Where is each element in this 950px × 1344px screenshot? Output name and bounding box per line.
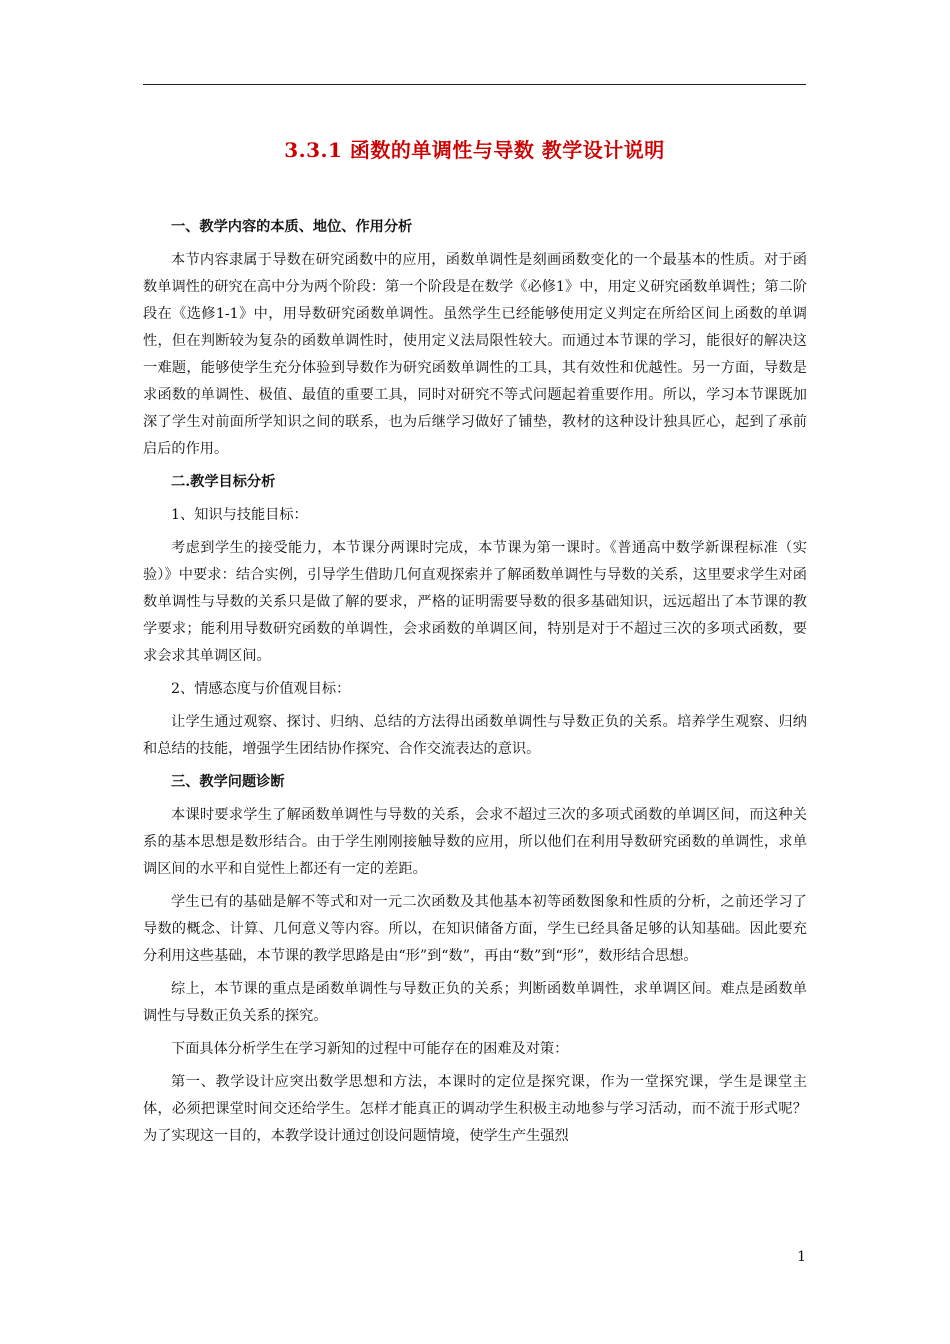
header-rule [143, 84, 806, 85]
subheading-knowledge-skills: 1、知识与技能目标： [171, 507, 308, 523]
paragraph: 学生已有的基础是解不等式和对一元二次函数及其他基本初等函数图象和性质的分析，之前还学习了导数的概念、计算、几何意义等内容。所以，在知识储备方面，学生已经具备足够的认知基础。因此要充分利用这些基础，本节课的教学思路是由“形”到“数”，再由“数”到“形”，数形结合思想。 [143, 894, 807, 964]
paragraph: 本课时要求学生了解函数单调性与导数的关系，会求不超过三次的多项式函数的单调区间，而这种关系的基本思想是数形结合。由于学生刚刚接触导数的应用，所以他们在利用导数研究函数的单调性，求单调区间的水平和自觉性上都还有一定的差距。 [143, 807, 807, 877]
document-body [143, 214, 807, 1156]
page-number: 1 [797, 1249, 806, 1265]
paragraph: 让学生通过观察、探讨、归纳、总结的方法得出函数单调性与导数正负的关系。培养学生观察、归纳和总结的技能，增强学生团结协作探究、合作交流表达的意识。 [143, 714, 807, 757]
section-heading-2: 二.教学目标分析 [171, 474, 276, 490]
paragraph: 第一、教学设计应突出数学思想和方法，本课时的定位是探究课，作为一堂探究课，学生是课堂主体，必须把课堂时间交还给学生。怎样才能真正的调动学生积极主动地参与学习活动，而不流于形式呢？为了实现这一目的，本教学设计通过创设问题情境，使学生产生强烈 [143, 1074, 807, 1144]
paragraph: 综上，本节课的重点是函数单调性与导数正负的关系；判断函数单调性，求单调区间。难点是函数单调性与导数正负关系的探究。 [143, 981, 807, 1024]
subheading-emotion-values: 2、情感态度与价值观目标： [171, 681, 351, 697]
section-heading-3: 三、教学问题诊断 [171, 774, 285, 790]
section-heading-1: 一、教学内容的本质、地位、作用分析 [171, 219, 413, 235]
paragraph: 下面具体分析学生在学习新知的过程中可能存在的困难及对策： [171, 1041, 569, 1057]
document-title: 3.3.1 函数的单调性与导数 教学设计说明 [284, 138, 665, 162]
paragraph: 考虑到学生的接受能力，本节课分两课时完成，本节课为第一课时。《普通高中数学新课程标准（实验）》中要求：结合实例，引导学生借助几何直观探索并了解函数单调性与导数的关系，这里要求学生对函数单调性与导数的关系只是做了解的要求，严格的证明需要导数的很多基础知识，远远超出了本节课的教学要求；能利用导数研究函数的单调性，会求函数的单调区间，特别是对于不超过三次的多项式函数，要求会求其单调区间。 [143, 540, 807, 664]
paragraph: 本节内容隶属于导数在研究函数中的应用，函数单调性是刻画函数变化的一个最基本的性质。对于函数单调性的研究在高中分为两个阶段：第一个阶段是在数学《必修1》中，用定义研究函数单调性；第二阶段在《选修1-1》中，用导数研究函数单调性。虽然学生已经能够使用定义判定在所给区间上函数的单调性，但在判断较为复杂的函数单调性时，使用定义法局限性较大。而通过本节课的学习，能很好的解决这一难题，能够使学生充分体验到导数作为研究函数单调性的工具，其有效性和优越性。另一方面，导数是求函数的单调性、极值、最值的重要工具，同时对研究不等式问题起着重要作用。所以，学习本节课既加深了学生对前面所学知识之间的联系，也为后继学习做好了铺垫，教材的这种设计独具匠心，起到了承前启后的作用。 [143, 252, 807, 457]
